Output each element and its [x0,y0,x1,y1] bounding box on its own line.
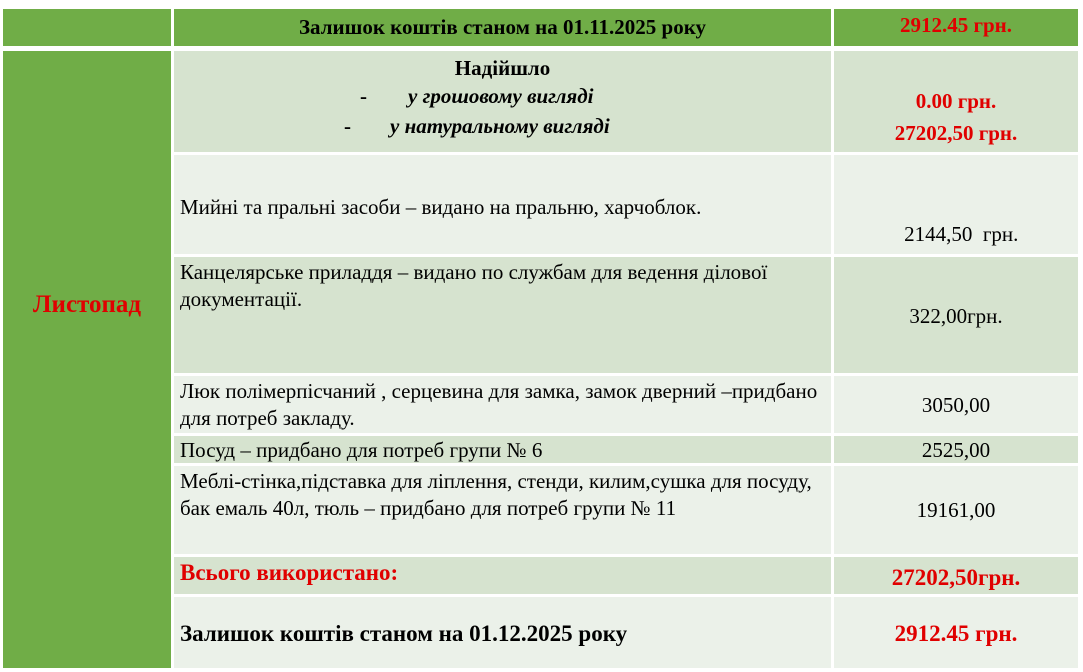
total-value: 27202,50грн. [891,565,1021,590]
expense-amount: 19161,00 [916,498,996,522]
expense-description: Канцелярське приладдя – видано по службам для ведення ділової документації. [180,260,768,311]
expense-description: Люк полімерпісчаний , серцевина для замка, замок дверний –придбано для потреб закладу. [180,379,818,430]
expense-row-1-amount [834,155,1078,254]
expense-row-2-description [174,257,831,373]
kind-dash: - [344,114,351,138]
expense-row-5-amount [834,466,1078,554]
expense-row-3-amount [834,376,1078,433]
month-cell [3,51,171,668]
income-kind-label: у натуральному вигляді [390,114,610,138]
expense-row-2-amount [834,257,1078,373]
expense-amount: 2525,00 [921,438,991,462]
total-value-cell [834,557,1078,594]
cash-dash: - [360,84,367,108]
total-label: Всього використано: [180,560,399,585]
income-kind-value: 27202,50 грн. [894,121,1018,145]
income-cash-value: 0.00 грн. [915,89,997,113]
income-label-cell [174,51,831,152]
opening-balance-value-cell [834,9,1078,46]
expense-description: Меблі-стінка,підставка для ліплення, стенди, килим,сушка для посуду, бак емаль 40л, тюль – придбано для потреб групи № 11 [180,469,812,520]
closing-balance-value-cell [834,597,1078,668]
closing-balance-value: 2912.45 грн. [894,621,1018,646]
expense-row-1-description [174,155,831,254]
expense-amount: 3050,00 [921,393,991,417]
expense-amount: 2144,50 грн. [904,222,1019,246]
expense-description: Посуд – придбано для потреб групи № 6 [180,438,543,462]
closing-balance-label: Залишок коштів станом на 01.12.2025 року [180,621,628,646]
income-cash-label: у грошовому вигляді [408,84,594,108]
income-value-cell [834,51,1078,152]
expense-row-3-description [174,376,831,433]
month-label: Листопад [32,291,142,318]
closing-balance-label-cell [174,597,831,668]
expense-amount: 322,00грн. [909,304,1003,328]
opening-balance-label-cell [174,9,831,46]
expense-row-5-description [174,466,831,554]
header-left-cell [3,9,171,46]
opening-balance-label: Залишок коштів станом на 01.11.2025 року [298,15,707,39]
expense-description: Мийні та пральні засоби – видано на пральню, харчоблок. [180,195,702,219]
opening-balance-value: 2912.45 грн. [899,13,1013,37]
expense-row-4-amount [834,436,1078,463]
expense-row-4-description [174,436,831,463]
total-label-cell [174,557,831,594]
income-title: Надійшло [454,56,551,80]
